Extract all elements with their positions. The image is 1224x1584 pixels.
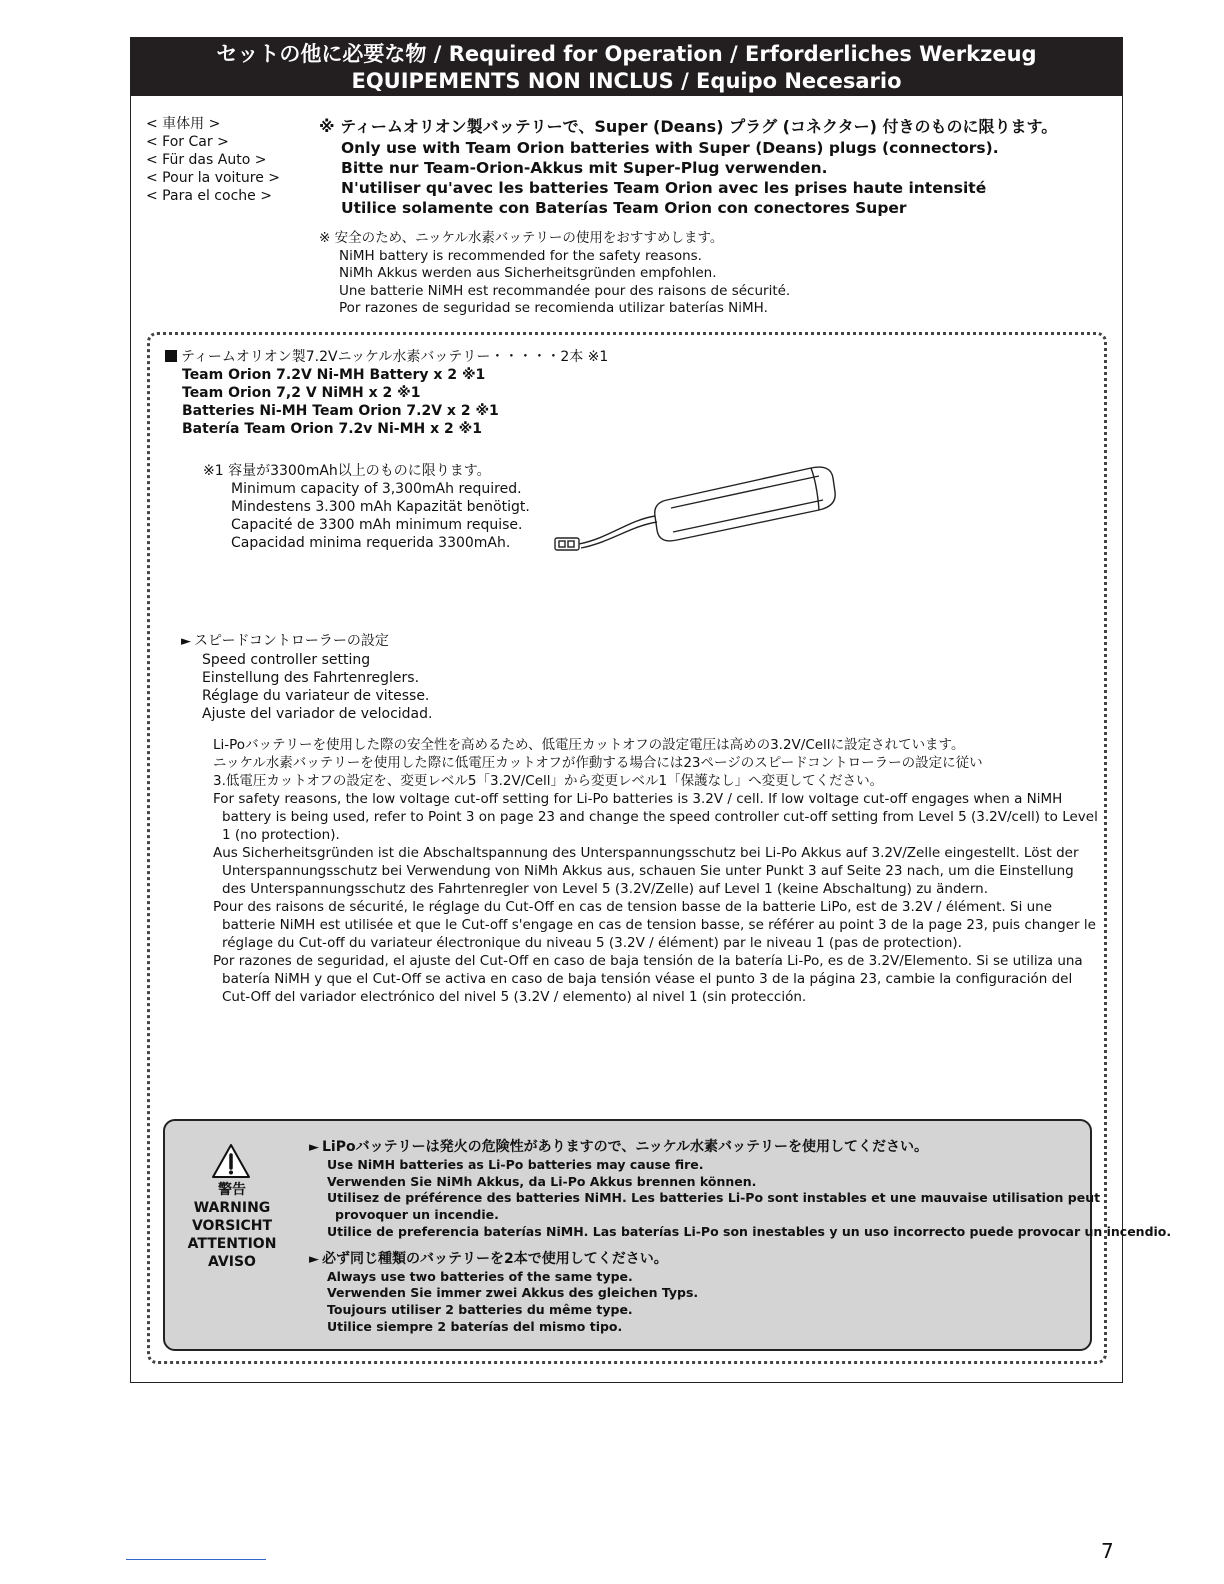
esc-setting-line: Einstellung des Fahrtenreglers. [202, 670, 420, 686]
cutoff-jp-line: Li-Poバッテリーを使用した際の安全性を高めるため、低電圧カットオフの設定電圧は高めの3.2V/Cellに設定されています。 [213, 737, 965, 753]
warning-box [163, 1119, 1172, 1351]
page-frame [130, 37, 1172, 1383]
for-car-label: < Para el coche > [146, 188, 272, 204]
capacity-note [203, 462, 530, 552]
page-number: 7 [1101, 1539, 1114, 1563]
for-car-label: < For Car > [146, 134, 229, 150]
triangle-bullet-icon: ► [309, 1140, 319, 1155]
deans-note-line: Only use with Team Orion batteries with Super (Deans) plugs (connectors). [341, 139, 999, 157]
capacity-note-line: Capacité de 3300 mAh minimum requise. [231, 517, 523, 533]
battery-item [165, 348, 608, 438]
nimh-note-jp: ※ 安全のため、ニッケル水素バッテリーの使用をおすすめします。 [319, 230, 724, 246]
for-car-labels [146, 115, 280, 205]
triangle-bullet-icon: ► [181, 634, 191, 649]
esc-setting-line: Réglage du variateur de vitesse. [202, 688, 430, 704]
capacity-note-jp: ※1 容量が3300mAh以上のものに限ります。 [203, 463, 491, 479]
battery-item-jp: ティームオリオン製7.2Vニッケル水素バッテリー・・・・・2本 ※1 [181, 349, 609, 365]
warning-labels [179, 1181, 285, 1271]
page-header [131, 38, 1122, 96]
warning-2-line: Toujours utiliser 2 batteries du même type. [327, 1302, 633, 1318]
nimh-note-line: Por razones de seguridad se recomienda utilizar baterías NiMH. [339, 300, 768, 316]
capacity-note-line: Mindestens 3.300 mAh Kapazität benötigt. [231, 499, 530, 515]
nimh-note-line: NiMh Akkus werden aus Sicherheitsgründen empfohlen. [339, 265, 717, 281]
nimh-note-line: NiMH battery is recommended for the safety reasons. [339, 247, 702, 264]
for-car-label: < Für das Auto > [146, 152, 267, 168]
square-bullet-icon [165, 350, 177, 362]
cutoff-fr: Pour des raisons de sécurité, le réglage du Cut-Off en cas de tension basse de la batterie LiPo, est de 3.2V / élément. Si une batterie NiMH est utilisée et que le Cut-off s'engage en cas de tension basse, se référer au point 3 de la page 23, puis changer le réglage du Cut-off du variateur électronique du niveau 5 (3.2V / élément) par le niveau 1 (pas de protection). [213, 899, 1096, 951]
warning-triangle-icon [211, 1143, 251, 1179]
deans-note-line: Bitte nur Team-Orion-Akkus mit Super-Plug verwenden. [341, 159, 828, 177]
warning-2-line: Always use two batteries of the same type. [327, 1268, 633, 1284]
nimh-note-line: Une batterie NiMH est recommandée pour des raisons de sécurité. [339, 282, 791, 299]
warning-1-line: provoquer un incendie. [335, 1207, 499, 1223]
esc-setting-jp: スピードコントローラーの設定 [194, 633, 389, 649]
warning-2-jp: 必ず同じ種類のバッテリーを2本で使用してください。 [322, 1250, 668, 1267]
warning-1-line: Utilisez de préférence des batteries NiMH. Les batteries Li-Po sont instables et une mauvaise utilisation peut [327, 1190, 1101, 1206]
warning-label: ATTENTION [187, 1236, 277, 1252]
warning-1-line: Use NiMH batteries as Li-Po batteries may cause fire. [327, 1156, 704, 1172]
esc-setting [181, 632, 432, 723]
esc-setting-line: Speed controller setting [202, 652, 371, 668]
header-title-line1: セットの他に必要な物 / Required for Operation / Erforderliches Werkzeug [216, 42, 1037, 66]
warning-2-line: Verwenden Sie immer zwei Akkus des gleichen Typs. [327, 1285, 699, 1301]
warning-1-line: Verwenden Sie NiMh Akkus, da Li-Po Akkus brennen können. [327, 1173, 757, 1189]
battery-item-line: Batteries Ni-MH Team Orion 7.2V x 2 ※1 [182, 403, 499, 419]
warning-label: AVISO [208, 1254, 256, 1270]
cutoff-de: Aus Sicherheitsgründen ist die Abschaltspannung des Unterspannungsschutz bei Li-Po Akkus auf 3.2V/Zelle eingestellt. Löst der Unterspannungsschutz bei Verwendung von NiMh Akkus aus, schauen Sie unter Punkt 3 auf Seite 23 nach, um die Einstellung des Unterspannungsschutz des Fahrtenregler von Level 5 (3.2V/Zelle) auf Level 1 (keine Abschaltung) zu ändern. [213, 845, 1079, 897]
battery-item-line: Team Orion 7,2 V NiMH x 2 ※1 [182, 385, 421, 401]
cutoff-jp-line: ニッケル水素バッテリーを使用した際に低電圧カットオフが作動する場合には23ページのスピードコントローラーの設定に従い [213, 755, 983, 771]
capacity-note-line: Minimum capacity of 3,300mAh required. [231, 481, 522, 497]
cutoff-jp-line: 3.低電圧カットオフの設定を、変更レベル5「3.2V/Cell」から変更レベル1「保護なし」へ変更してください。 [213, 773, 884, 789]
battery-item-line: Batería Team Orion 7.2v Ni-MH x 2 ※1 [182, 421, 483, 437]
cutoff-es: Por razones de seguridad, el ajuste del Cut-Off en caso de baja tensión de la batería Li-Po, es de 3.2V/Elemento. Si se utiliza una batería NiMH y que el Cut-Off se activa en caso de baja tensión véase el punto 3 de la página 23, cambie la configuración del Cut-Off del variador electrónico del nivel 5 (3.2V / elemento) al nivel 1 (sin protección. [213, 953, 1083, 1005]
deans-plug-note [319, 117, 1057, 218]
deans-note-line: Utilice solamente con Baterías Team Orion con conectores Super [341, 199, 907, 217]
battery-pack-illustration [549, 448, 839, 558]
cutoff-en: For safety reasons, the low voltage cut-off setting for Li-Po batteries is 3.2V / cell. If low voltage cut-off engages when a NiMH battery is being used, refer to Point 3 on page 23 and change the speed controller cut-off setting from Level 5 (3.2V/cell) to Level 1 (no protection). [213, 791, 1098, 843]
esc-setting-line: Ajuste del variador de velocidad. [202, 706, 433, 722]
warning-1-jp: LiPoバッテリーは発火の危険性がありますので、ニッケル水素バッテリーを使用してください。 [322, 1139, 929, 1155]
warning-label: VORSICHT [191, 1218, 273, 1234]
for-car-label: < 車体用 > [146, 116, 221, 132]
for-car-label: < Pour la voiture > [146, 170, 281, 186]
warning-text [309, 1139, 1171, 1336]
capacity-note-line: Capacidad minima requerida 3300mAh. [231, 535, 511, 551]
warning-2-line: Utilice siempre 2 baterías del mismo tipo. [327, 1318, 623, 1334]
warning-label: WARNING [193, 1200, 271, 1216]
nimh-recommend-note [319, 230, 790, 318]
deans-note-line: N'utiliser qu'avec les batteries Team Orion avec les prises haute intensité [341, 179, 987, 197]
triangle-bullet-icon: ► [309, 1251, 319, 1267]
battery-item-line: Team Orion 7.2V Ni-MH Battery x 2 ※1 [182, 367, 486, 383]
warning-1-line: Utilice de preferencia baterías NiMH. Las baterías Li-Po son inestables y un uso incorrecto puede provocar un incendio. [327, 1223, 1172, 1239]
footer-rule [126, 1559, 266, 1560]
header-title-line2: EQUIPEMENTS NON INCLUS / Equipo Necesario [351, 69, 902, 93]
deans-note-jp: ※ ティームオリオン製バッテリーで、Super (Deans) プラグ (コネクター) 付きのものに限ります。 [319, 117, 1058, 136]
warning-label: 警告 [218, 1182, 246, 1198]
cutoff-instructions [213, 736, 1098, 1006]
